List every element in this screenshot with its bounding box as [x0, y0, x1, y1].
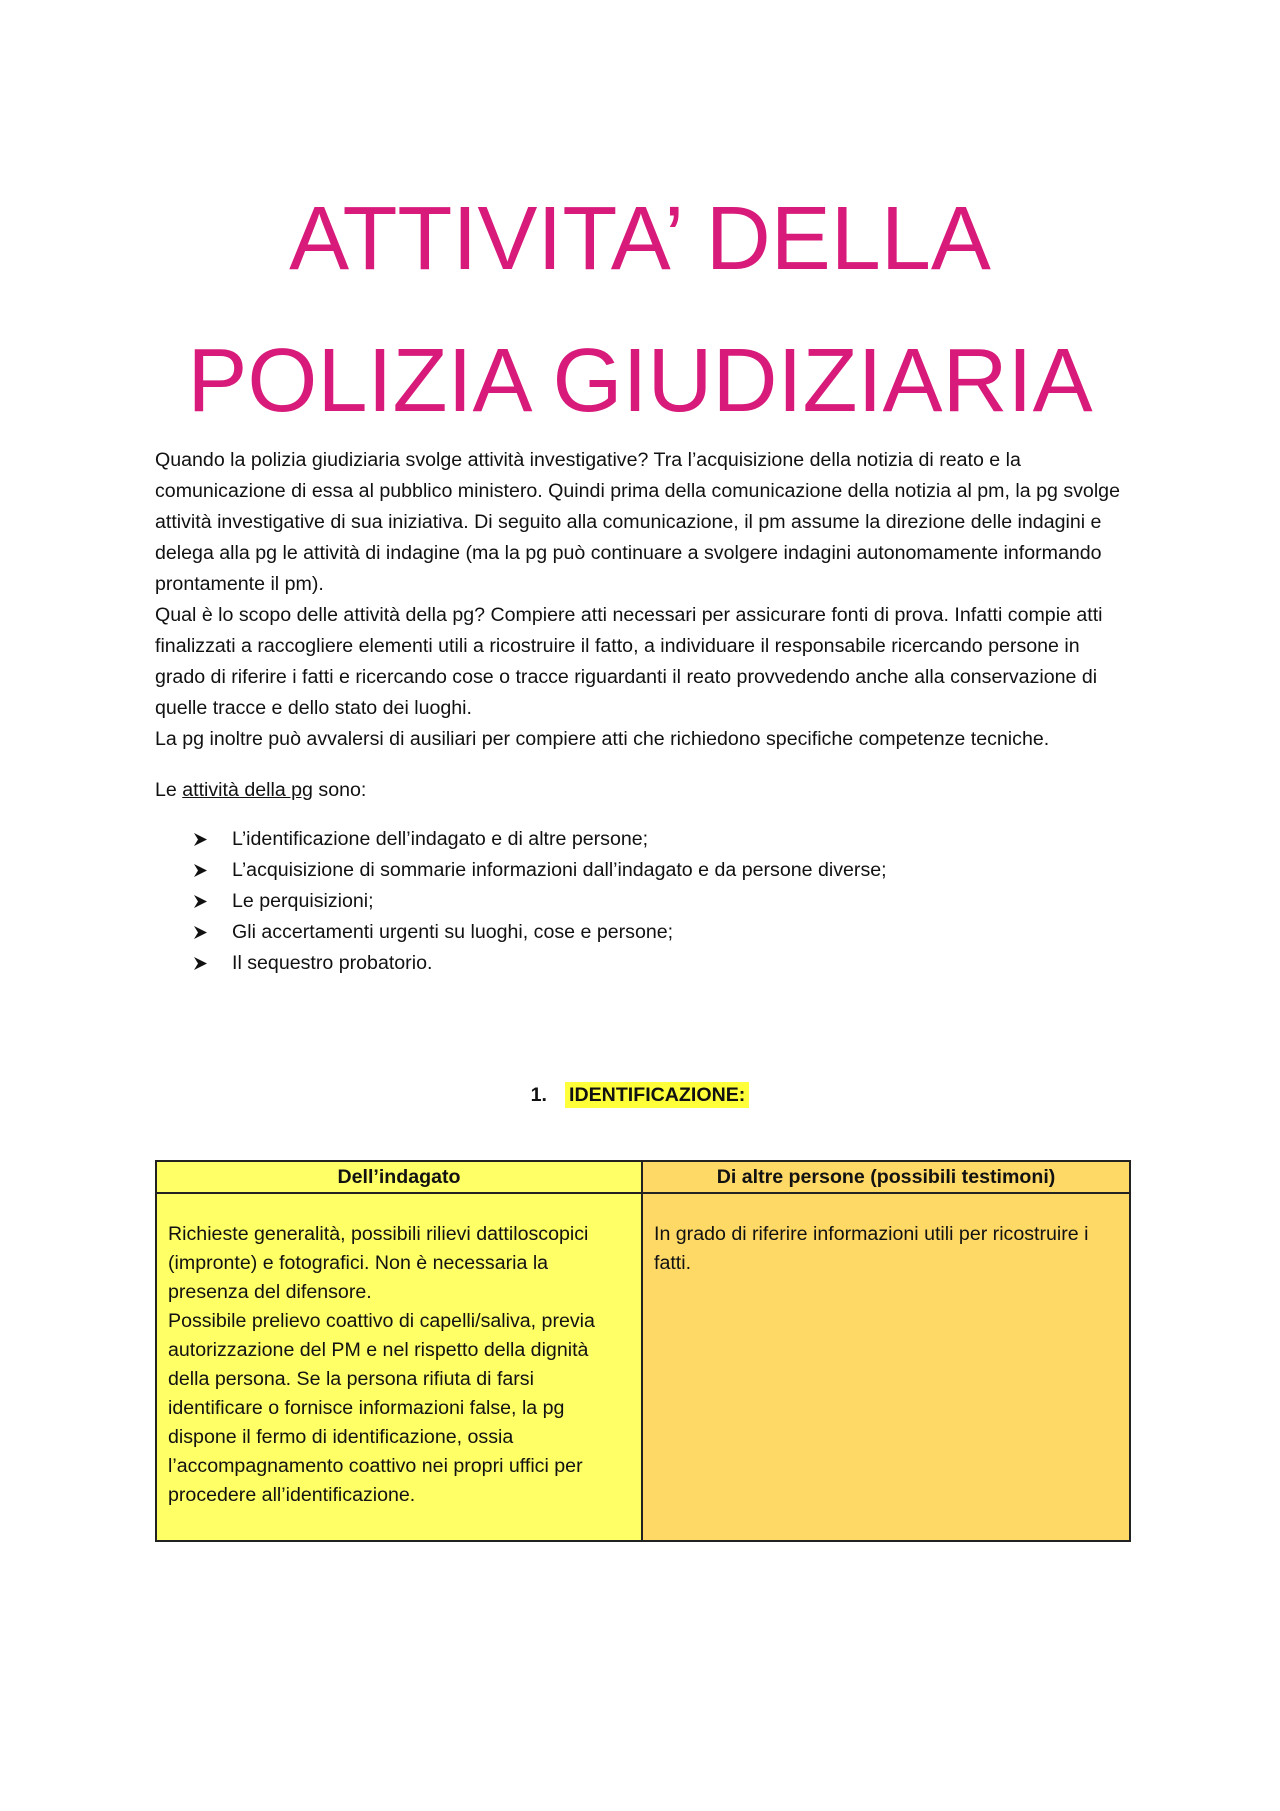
arrow-bullet-icon [193, 855, 213, 886]
list-item [155, 824, 1135, 855]
paragraph-1: Quando la polizia giudiziaria svolge attività investigative? Tra l’acquisizione della notizia di reato e la comunicazione di essa al pubblico ministero. Quindi prima della comunicazione della notizia al pm, la pg svolge attività investigative di sua iniziativa. Di seguito alla comunicazione, il pm assume la direzione delle indagini e delega alla pg le attività di indagine (ma la pg può continuare a svolgere indagini autonomamente informando prontamente il pm). [155, 449, 1120, 595]
table-column-indagato [157, 1162, 643, 1540]
title-line-2: POLIZIA GIUDIZIARIA [187, 331, 1093, 431]
arrow-bullet-icon [193, 824, 213, 855]
arrow-bullet-icon [193, 917, 213, 948]
list-item [155, 855, 1135, 886]
table-cell-altre-persone: In grado di riferire informazioni utili per ricostruire i fatti. [654, 1223, 1089, 1274]
activities-list [155, 824, 1135, 979]
list-item-text: Il sequestro probatorio. [232, 952, 433, 974]
title-line-1: ATTIVITA’ DELLA [289, 189, 991, 289]
paragraph-2: Qual è lo scopo delle attività della pg? Compiere atti necessari per assicurare fonti di prova. Infatti compie atti finalizzati a raccogliere elementi utili a ricostruire il fatto, a individuare il responsabile ricercando persone in grado di riferire i fatti e ricercando cose o tracce riguardanti il reato provvedendo anche alla conservazione di quelle tracce e dello stato dei luoghi. [155, 604, 1103, 719]
arrow-bullet-icon [193, 886, 213, 917]
cell-text-2: Possibile prelievo coattivo di capelli/saliva, previa autorizzazione del PM e nel rispetto della dignità della persona. Se la persona rifiuta di farsi identificare o fornisce informazioni false, la pg dispone il fermo di identificazione, ossia l’accompagnamento coattivo nei propri uffici per procedere all’identificazione. [168, 1310, 595, 1506]
list-item [155, 948, 1135, 979]
table-header-indagato: Dell’indagato [157, 1162, 641, 1194]
cell-text-1: Richieste generalità, possibili rilievi dattiloscopici (impronte) e fotografici. Non è necessaria la presenza del difensore. [168, 1223, 589, 1303]
paragraph-3: La pg inoltre può avvalersi di ausiliari per compiere atti che richiedono specifiche competenze tecniche. [155, 728, 1050, 750]
identification-table [155, 1160, 1131, 1542]
section-number: 1. [530, 1084, 547, 1106]
table-column-altre-persone [643, 1162, 1129, 1540]
list-item-text: Gli accertamenti urgenti su luoghi, cose e persone; [232, 921, 674, 943]
list-item [155, 886, 1135, 917]
body-text [155, 445, 1135, 979]
section-heading [0, 1081, 1280, 1109]
arrow-bullet-icon [193, 948, 213, 979]
list-intro-underlined: attività della pg [182, 779, 313, 801]
list-item-text: L’identificazione dell’indagato e di altre persone; [232, 828, 649, 850]
table-cell-indagato [157, 1194, 641, 1510]
list-intro-before: Le [155, 779, 183, 801]
list-intro-after: sono: [312, 779, 367, 801]
list-intro [155, 775, 1135, 806]
list-item [155, 917, 1135, 948]
document-title [0, 168, 1280, 452]
section-title: IDENTIFICAZIONE: [565, 1082, 749, 1108]
table-header-altre-persone: Di altre persone (possibili testimoni) [643, 1162, 1129, 1194]
list-item-text: Le perquisizioni; [232, 890, 374, 912]
list-item-text: L’acquisizione di sommarie informazioni dall’indagato e da persone diverse; [232, 859, 887, 881]
